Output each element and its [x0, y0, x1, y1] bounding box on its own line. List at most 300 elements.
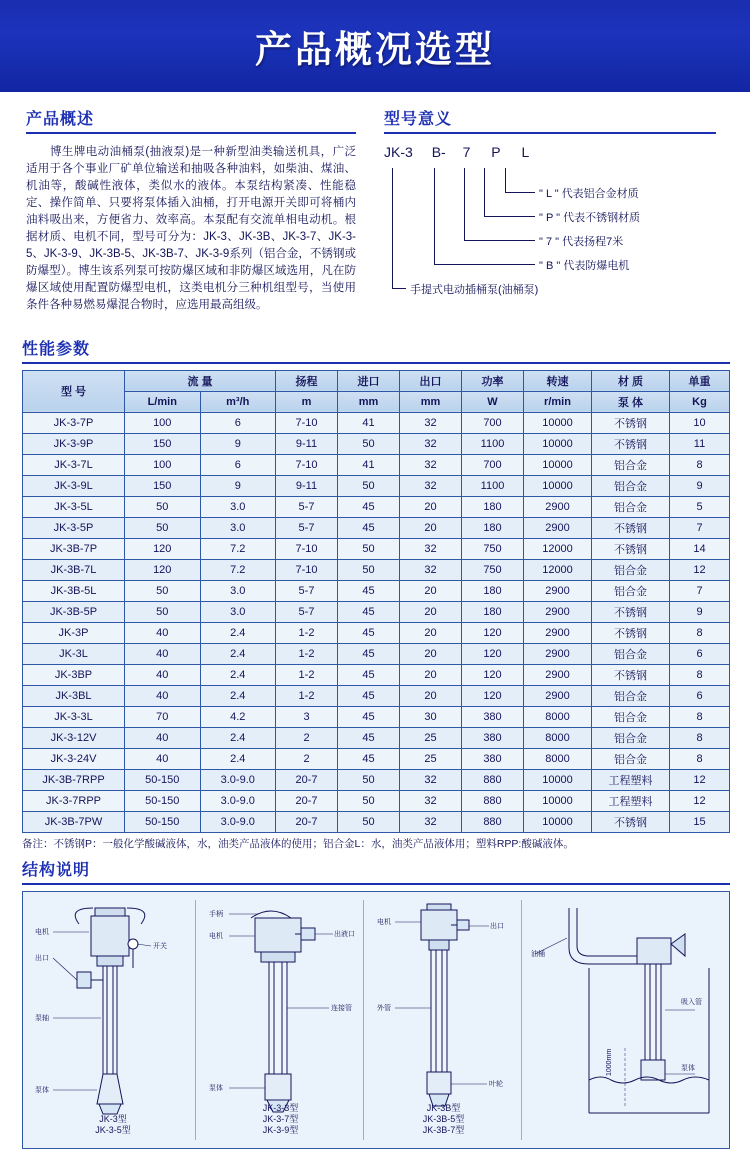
- table-cell: 750: [462, 538, 524, 559]
- table-cell: 20-7: [276, 769, 338, 790]
- figure-installation-label-3: 泵体: [681, 1064, 695, 1072]
- table-cell: 2.4: [200, 727, 276, 748]
- table-cell: 45: [338, 517, 400, 538]
- overview-column: [26, 106, 356, 326]
- overview-heading: 产品概述: [26, 106, 356, 134]
- table-cell: 2.4: [200, 622, 276, 643]
- table-cell: 2900: [524, 517, 592, 538]
- legend-h-P: [484, 216, 535, 217]
- table-cell: 8000: [524, 727, 592, 748]
- table-cell: 20: [400, 496, 462, 517]
- table-cell: 10: [670, 412, 730, 433]
- table-cell-model: JK-3-7RPP: [23, 790, 125, 811]
- table-cell: 50: [338, 790, 400, 811]
- table-cell-model: JK-3BP: [23, 664, 125, 685]
- table-cell: 不锈钢: [592, 622, 670, 643]
- table-cell: 不锈钢: [592, 601, 670, 622]
- table-cell-model: JK-3-5P: [23, 517, 125, 538]
- table-cell-model: JK-3B-5L: [23, 580, 125, 601]
- table-cell: 50-150: [125, 769, 201, 790]
- table-cell: 8: [670, 748, 730, 769]
- table-cell: 2.4: [200, 748, 276, 769]
- table-cell: 2900: [524, 622, 592, 643]
- legend-drop-base: [392, 168, 393, 288]
- table-cell: 41: [338, 454, 400, 475]
- table-cell: 880: [462, 769, 524, 790]
- th-power: 功率: [462, 370, 524, 391]
- table-cell: 5-7: [276, 580, 338, 601]
- table-cell: 工程塑料: [592, 769, 670, 790]
- table-row: [23, 433, 730, 454]
- table-cell: 20: [400, 580, 462, 601]
- table-cell: 180: [462, 517, 524, 538]
- model-diagram: [384, 144, 716, 324]
- table-cell: 180: [462, 496, 524, 517]
- legend-drop-L: [505, 168, 506, 192]
- table-cell: 50: [338, 811, 400, 832]
- figure-installation-label-0: 油桶: [531, 950, 545, 958]
- table-cell: 880: [462, 790, 524, 811]
- table-cell: 180: [462, 601, 524, 622]
- table-cell: 铝合金: [592, 580, 670, 601]
- th-outlet-unit: mm: [400, 391, 462, 412]
- table-cell: 45: [338, 643, 400, 664]
- table-cell: 8: [670, 706, 730, 727]
- table-cell: 不锈钢: [592, 517, 670, 538]
- table-cell: 12000: [524, 559, 592, 580]
- legend-text-1: " P " 代表不锈钢材质: [539, 212, 641, 224]
- table-row: [23, 517, 730, 538]
- table-cell: 10000: [524, 454, 592, 475]
- table-cell: 10000: [524, 769, 592, 790]
- table-cell: 5-7: [276, 601, 338, 622]
- table-cell: 20: [400, 664, 462, 685]
- table-cell: 10000: [524, 475, 592, 496]
- table-cell: 2900: [524, 601, 592, 622]
- table-cell: 120: [462, 664, 524, 685]
- figure-installation-label-1: 1000mm: [606, 1048, 613, 1076]
- table-cell: 50: [338, 769, 400, 790]
- table-cell: 120: [125, 538, 201, 559]
- figure-jk3b-label-0: 电机: [377, 918, 391, 926]
- figure-jk3b-drawing: [371, 898, 516, 1123]
- table-cell: 8: [670, 622, 730, 643]
- figure-jk3-label-2: 出口: [35, 954, 49, 962]
- th-material-sub: 泵 体: [592, 391, 670, 412]
- table-cell: 2.4: [200, 643, 276, 664]
- th-speed-unit: r/min: [524, 391, 592, 412]
- table-cell: 32: [400, 454, 462, 475]
- table-cell: 1100: [462, 433, 524, 454]
- table-cell: 不锈钢: [592, 433, 670, 454]
- params-section: [0, 326, 750, 851]
- table-cell: 32: [400, 769, 462, 790]
- spec-note: 备注：不锈钢P：一般化学酸碱液体，水，油类产品液体的使用；铝合金L：水，油类产品液体用；塑料RPP:酸碱液体。: [22, 837, 574, 850]
- table-cell-model: JK-3-3L: [23, 706, 125, 727]
- table-cell-model: JK-3B-7RPP: [23, 769, 125, 790]
- table-cell: 25: [400, 748, 462, 769]
- table-cell: 20: [400, 517, 462, 538]
- table-cell: 铝合金: [592, 496, 670, 517]
- overview-paragraph: 博生牌电动油桶泵(抽液泵)是一种新型油类输送机具，广泛适用于各个事业厂矿单位输送和抽吸各种油料，如柴油、煤油、机油等，酸碱性液体，类似水的液体。本泵结构紧凑、性能稳定、操作简单、只要将泵体插入油桶，打开电源开关即可将桶内油料吸出来，方便省力、效率高。本泵配有交流单相电动机。根据材质、电机不同，型号可分为：JK-3、JK-3B、JK-3-7、JK-3-5、JK-3-9、JK-3B-5、JK-3B-7、JK-3-9系列（铝合金，不锈钢或防爆型）。博生该系列泵可按防爆区域和非防爆区域选用，凡在防爆区域使用配置防爆型电机，这类电机分三种机组型号，当使用条件各种易燃易爆混合物时，应选用最高组级。: [26, 146, 356, 311]
- table-cell: 41: [338, 412, 400, 433]
- table-cell: 10000: [524, 412, 592, 433]
- table-cell: 70: [125, 706, 201, 727]
- table-cell: 3.0: [200, 496, 276, 517]
- table-cell: 8: [670, 727, 730, 748]
- table-cell: 380: [462, 748, 524, 769]
- table-cell: 25: [400, 727, 462, 748]
- table-cell: 50: [125, 496, 201, 517]
- model-code: [384, 144, 716, 160]
- th-head: 扬程: [276, 370, 338, 391]
- table-cell: 7-10: [276, 538, 338, 559]
- figure-jk3-label-3: 泵轴: [35, 1014, 49, 1022]
- table-cell: 6: [200, 412, 276, 433]
- structure-heading: 结构说明: [22, 857, 730, 885]
- table-cell: 30: [400, 706, 462, 727]
- table-row: [23, 727, 730, 748]
- figure-jk33-label-1: 电机: [209, 932, 223, 940]
- table-cell: 700: [462, 454, 524, 475]
- table-cell: 14: [670, 538, 730, 559]
- th-material: 材 质: [592, 370, 670, 391]
- table-row: [23, 769, 730, 790]
- table-cell: 700: [462, 412, 524, 433]
- table-cell: 6: [200, 454, 276, 475]
- table-cell: 不锈钢: [592, 412, 670, 433]
- table-cell-model: JK-3-7L: [23, 454, 125, 475]
- table-cell: 50: [338, 433, 400, 454]
- table-cell: 750: [462, 559, 524, 580]
- figure-jk33-label-0: 手柄: [209, 910, 223, 918]
- table-cell: 5-7: [276, 496, 338, 517]
- table-row: [23, 538, 730, 559]
- model-underline: [384, 132, 716, 134]
- table-cell-model: JK-3-12V: [23, 727, 125, 748]
- legend-h-L: [505, 192, 535, 193]
- figure-jk3b-label-2: 外管: [377, 1004, 391, 1012]
- table-cell: 40: [125, 727, 201, 748]
- table-cell: 50: [125, 517, 201, 538]
- table-cell: 3.0-9.0: [200, 811, 276, 832]
- table-cell: 不锈钢: [592, 538, 670, 559]
- table-cell-model: JK-3B-7P: [23, 538, 125, 559]
- table-cell: 不锈钢: [592, 811, 670, 832]
- th-model: 型 号: [23, 370, 125, 412]
- table-row: [23, 811, 730, 832]
- legend-text-4: 手提式电动插桶泵(油桶泵): [410, 284, 539, 296]
- table-cell: 50: [125, 580, 201, 601]
- table-cell-model: JK-3-7P: [23, 412, 125, 433]
- table-cell: 铝合金: [592, 727, 670, 748]
- table-cell-model: JK-3-24V: [23, 748, 125, 769]
- table-cell: 40: [125, 622, 201, 643]
- table-cell: 9-11: [276, 475, 338, 496]
- structure-underline: [22, 883, 730, 885]
- table-cell: 20-7: [276, 811, 338, 832]
- table-cell: 32: [400, 475, 462, 496]
- figure-jk3-drawing: [33, 898, 193, 1123]
- th-speed: 转速: [524, 370, 592, 391]
- figure-jk33-label-3: 连接管: [331, 1004, 352, 1012]
- table-cell: 1-2: [276, 643, 338, 664]
- table-cell: 32: [400, 559, 462, 580]
- table-cell: 7: [670, 580, 730, 601]
- page-banner: [0, 0, 750, 92]
- figure-jk33-drawing: [203, 898, 358, 1123]
- legend-h-7: [464, 240, 535, 241]
- table-cell: 8: [670, 664, 730, 685]
- table-cell: 45: [338, 706, 400, 727]
- table-cell: 45: [338, 580, 400, 601]
- table-cell: 3.0: [200, 601, 276, 622]
- table-cell: 10000: [524, 790, 592, 811]
- table-cell: 1-2: [276, 622, 338, 643]
- table-cell: 32: [400, 433, 462, 454]
- table-cell: 2900: [524, 685, 592, 706]
- table-cell: 7-10: [276, 412, 338, 433]
- th-weight: 单重: [670, 370, 730, 391]
- table-cell: 2: [276, 727, 338, 748]
- legend-drop-B: [434, 168, 435, 264]
- table-cell: 1100: [462, 475, 524, 496]
- table-cell: 45: [338, 748, 400, 769]
- table-cell: 50-150: [125, 811, 201, 832]
- params-underline: [22, 362, 730, 364]
- th-flow: 流 量: [125, 370, 276, 391]
- th-power-unit: W: [462, 391, 524, 412]
- table-cell: 50: [125, 601, 201, 622]
- spec-table-head: [23, 370, 730, 412]
- params-heading: 性能参数: [22, 336, 730, 364]
- figure-installation-drawing: [529, 898, 724, 1138]
- th-flow-m3h: m³/h: [200, 391, 276, 412]
- table-cell: 120: [462, 643, 524, 664]
- structure-figure-box: [22, 891, 730, 1149]
- table-cell: 9: [200, 433, 276, 454]
- table-row: [23, 643, 730, 664]
- table-cell: 6: [670, 685, 730, 706]
- th-inlet-unit: mm: [338, 391, 400, 412]
- table-cell: 15: [670, 811, 730, 832]
- table-cell: 2: [276, 748, 338, 769]
- legend-text-0: " L " 代表铝合金材质: [539, 188, 639, 200]
- table-cell: 100: [125, 454, 201, 475]
- table-cell-model: JK-3B-5P: [23, 601, 125, 622]
- table-cell: 2900: [524, 580, 592, 601]
- table-cell: 2900: [524, 496, 592, 517]
- table-row: [23, 454, 730, 475]
- table-row: [23, 580, 730, 601]
- table-cell: 2.4: [200, 664, 276, 685]
- table-row: [23, 601, 730, 622]
- figure-jk3-caption: JK-3型 JK-3-5型: [95, 1113, 131, 1135]
- table-row: [23, 496, 730, 517]
- table-cell: 9-11: [276, 433, 338, 454]
- table-cell: 40: [125, 643, 201, 664]
- table-cell: 180: [462, 580, 524, 601]
- table-cell: 11: [670, 433, 730, 454]
- overview-underline: [26, 132, 356, 134]
- model-code-part-3: P: [491, 144, 501, 160]
- model-code-part-4: L: [521, 144, 530, 160]
- table-cell: 9: [670, 475, 730, 496]
- table-row: [23, 622, 730, 643]
- table-row: [23, 664, 730, 685]
- table-cell: 20: [400, 622, 462, 643]
- table-cell: 32: [400, 790, 462, 811]
- table-cell: 32: [400, 538, 462, 559]
- table-cell: 5: [670, 496, 730, 517]
- legend-drop-7: [464, 168, 465, 240]
- structure-section: [0, 851, 750, 1149]
- table-cell: 50: [338, 559, 400, 580]
- th-outlet: 出口: [400, 370, 462, 391]
- table-cell: 12: [670, 559, 730, 580]
- table-cell: 10000: [524, 433, 592, 454]
- table-cell: 7.2: [200, 538, 276, 559]
- model-heading: 型号意义: [384, 106, 716, 134]
- table-cell: 3.0: [200, 517, 276, 538]
- table-cell: 工程塑料: [592, 790, 670, 811]
- table-cell: 铝合金: [592, 475, 670, 496]
- table-cell: 45: [338, 601, 400, 622]
- table-cell: 20: [400, 601, 462, 622]
- top-area: [0, 92, 750, 326]
- figure-jk33-label-4: 泵体: [209, 1084, 223, 1092]
- figure-jk3-label-4: 泵体: [35, 1086, 49, 1094]
- table-cell: 150: [125, 475, 201, 496]
- figure-jk3b-caption: JK-3B型 JK-3B-5型 JK-3B-7型: [422, 1102, 465, 1135]
- table-cell: 铝合金: [592, 643, 670, 664]
- model-legend: [384, 168, 716, 318]
- model-code-part-0: JK-3: [384, 144, 413, 160]
- table-cell-model: JK-3-9P: [23, 433, 125, 454]
- figure-jk3b-label-3: 叶轮: [489, 1080, 503, 1088]
- figure-installation-label-2: 吸入管: [681, 998, 702, 1006]
- table-cell: 3.0-9.0: [200, 769, 276, 790]
- table-row: [23, 475, 730, 496]
- legend-drop-P: [484, 168, 485, 216]
- table-cell: 铝合金: [592, 706, 670, 727]
- table-cell-model: JK-3-9L: [23, 475, 125, 496]
- spec-header-row-1: [23, 370, 730, 391]
- table-cell: 不锈钢: [592, 664, 670, 685]
- table-cell: 8000: [524, 748, 592, 769]
- table-cell: 铝合金: [592, 748, 670, 769]
- table-cell: 120: [462, 622, 524, 643]
- table-cell: 20: [400, 685, 462, 706]
- spec-table-body: [23, 412, 730, 832]
- table-cell: 5-7: [276, 517, 338, 538]
- table-cell: 2900: [524, 664, 592, 685]
- table-cell-model: JK-3-5L: [23, 496, 125, 517]
- table-cell: 3: [276, 706, 338, 727]
- table-cell: 50: [338, 538, 400, 559]
- table-cell: 45: [338, 664, 400, 685]
- table-cell: 8: [670, 454, 730, 475]
- legend-text-3: " B " 代表防爆电机: [539, 260, 630, 272]
- table-row: [23, 559, 730, 580]
- table-cell: 3.0-9.0: [200, 790, 276, 811]
- table-row: [23, 685, 730, 706]
- figure-jk3b: [371, 898, 516, 1142]
- table-cell: 2900: [524, 643, 592, 664]
- table-cell: 50-150: [125, 790, 201, 811]
- table-cell-model: JK-3BL: [23, 685, 125, 706]
- table-cell: 1-2: [276, 664, 338, 685]
- table-row: [23, 748, 730, 769]
- legend-text-2: " 7 " 代表扬程7米: [539, 236, 624, 248]
- spec-header-row-2: [23, 391, 730, 412]
- model-column: [356, 106, 716, 326]
- table-cell: 120: [462, 685, 524, 706]
- legend-h-B: [434, 264, 535, 265]
- figure-jk33: [203, 898, 358, 1142]
- table-cell: 45: [338, 727, 400, 748]
- th-flow-lmin: L/min: [125, 391, 201, 412]
- figure-jk3: [33, 898, 193, 1142]
- figure-jk3b-label-1: 出口: [490, 922, 504, 930]
- table-cell: 880: [462, 811, 524, 832]
- table-cell: 铝合金: [592, 454, 670, 475]
- table-cell: 20: [400, 643, 462, 664]
- table-cell: 32: [400, 811, 462, 832]
- table-row: [23, 790, 730, 811]
- table-cell-model: JK-3P: [23, 622, 125, 643]
- table-cell: 150: [125, 433, 201, 454]
- th-head-unit: m: [276, 391, 338, 412]
- table-cell: 32: [400, 412, 462, 433]
- spec-table: [22, 370, 730, 833]
- table-cell: 铝合金: [592, 559, 670, 580]
- table-cell: 45: [338, 685, 400, 706]
- table-cell: 20-7: [276, 790, 338, 811]
- table-cell: 12: [670, 769, 730, 790]
- model-code-part-2: 7: [462, 144, 471, 160]
- table-cell: 380: [462, 727, 524, 748]
- table-cell: 380: [462, 706, 524, 727]
- figure-jk3-label-0: 电机: [35, 928, 49, 936]
- table-row: [23, 412, 730, 433]
- figure-jk33-caption: JK-3-3型 JK-3-7型 JK-3-9型: [262, 1102, 299, 1135]
- table-cell-model: JK-3B-7L: [23, 559, 125, 580]
- table-cell: 40: [125, 664, 201, 685]
- table-cell: 8000: [524, 706, 592, 727]
- table-cell: 3.0: [200, 580, 276, 601]
- table-cell: 50: [338, 475, 400, 496]
- figure-installation: [529, 898, 724, 1142]
- table-cell: 7: [670, 517, 730, 538]
- table-row: [23, 706, 730, 727]
- table-cell: 45: [338, 496, 400, 517]
- table-cell: 100: [125, 412, 201, 433]
- table-cell: 45: [338, 622, 400, 643]
- table-cell: 4.2: [200, 706, 276, 727]
- figure-jk3-label-1: 开关: [153, 942, 167, 950]
- table-cell: 6: [670, 643, 730, 664]
- figure-jk33-label-2: 出液口: [334, 930, 355, 938]
- table-cell: 7-10: [276, 454, 338, 475]
- table-cell: 9: [200, 475, 276, 496]
- table-cell: 2.4: [200, 685, 276, 706]
- table-cell: 1-2: [276, 685, 338, 706]
- table-cell: 7-10: [276, 559, 338, 580]
- th-weight-unit: Kg: [670, 391, 730, 412]
- th-inlet: 进口: [338, 370, 400, 391]
- model-code-part-1: B-: [431, 144, 446, 160]
